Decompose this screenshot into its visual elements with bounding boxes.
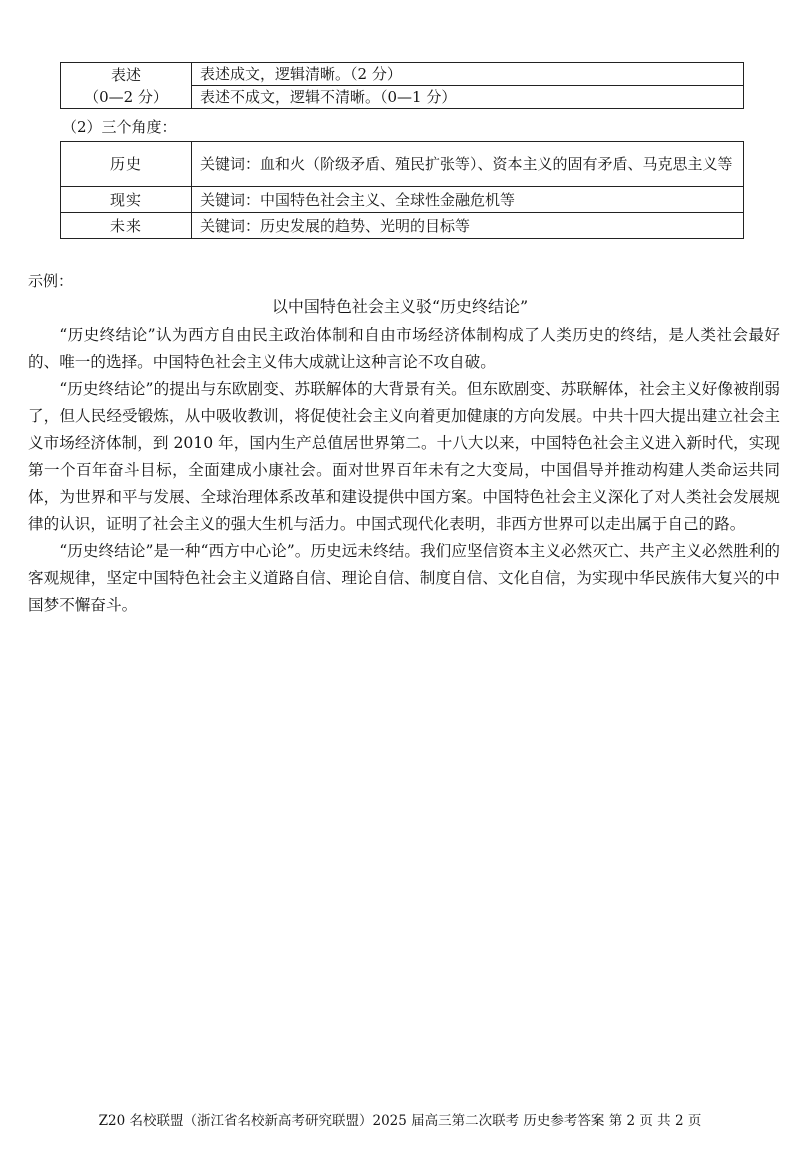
essay-paragraph: “历史终结论”认为西方自由民主政治体制和自由市场经济体制构成了人类历史的终结，是人类社会最好的、唯一的选择。中国特色社会主义伟大成就让这种言论不攻自破。 xyxy=(28,326,780,371)
angle-label-history: 历史 xyxy=(61,142,192,187)
table-row xyxy=(61,187,744,213)
expression-score-range: （0—2 分） xyxy=(84,87,168,106)
angle-keywords-history: 关键词：血和火（阶级矛盾、殖民扩张等）、资本主义的固有矛盾、马克思主义等 xyxy=(192,142,744,187)
table-row xyxy=(61,213,744,239)
angle-keywords-reality: 关键词：中国特色社会主义、全球性金融危机等 xyxy=(192,187,744,213)
table-row xyxy=(61,142,744,187)
expression-label: 表述 xyxy=(110,65,141,84)
page-footer: Z20 名校联盟（浙江省名校新高考研究联盟）2025 届高三第二次联考 历史参考答案 第 2 页 共 2 页 xyxy=(98,1113,702,1129)
expression-score-table xyxy=(60,62,744,109)
essay-paragraph: “历史终结论”的提出与东欧剧变、苏联解体的大背景有关。但东欧剧变、苏联解体，社会主义好像被削弱了，但人民经受锻炼，从中吸收教训，将促使社会主义向着更加健康的方向发展。中共十四大提出建立社会主义市场经济体制，到 2010 年，国内生产总值居世界第二。十八大以来，中国特色社会主义进入新时代，实现第一个百年奋斗目标，全面建成小康社会。面对世界百年未有之大变局，中国倡导并推动构建人类命运共同体，为世界和平与发展、全球治理体系改革和建设提供中国方案。中国特色社会主义深化了对人类社会发展规律的认识，证明了社会主义的强大生机与活力。中国式现代化表明，非西方世界可以走出属于自己的路。 xyxy=(28,380,780,533)
essay-paragraph: “历史终结论”是一种“西方中心论”。历史远未终结。我们应坚信资本主义必然灭亡、共产主义必然胜利的客观规律，坚定中国特色社会主义道路自信、理论自信、制度自信、文化自信，为实现中华民族伟大复兴的中国梦不懈奋斗。 xyxy=(28,542,780,614)
essay-body xyxy=(28,322,780,619)
angle-keywords-future: 关键词：历史发展的趋势、光明的目标等 xyxy=(192,213,744,239)
angles-heading: （2）三个角度： xyxy=(62,118,177,136)
essay-title: 以中国特色社会主义驳“历史终结论” xyxy=(271,297,529,316)
expression-criterion-full: 表述成文，逻辑清晰。（2 分） xyxy=(192,63,744,86)
angle-label-future: 未来 xyxy=(61,213,192,239)
example-label: 示例： xyxy=(28,272,74,290)
angles-table xyxy=(60,141,744,239)
expression-criterion-partial: 表述不成文，逻辑不清晰。（0—1 分） xyxy=(192,86,744,109)
expression-label-cell xyxy=(61,63,192,109)
angle-label-reality: 现实 xyxy=(61,187,192,213)
